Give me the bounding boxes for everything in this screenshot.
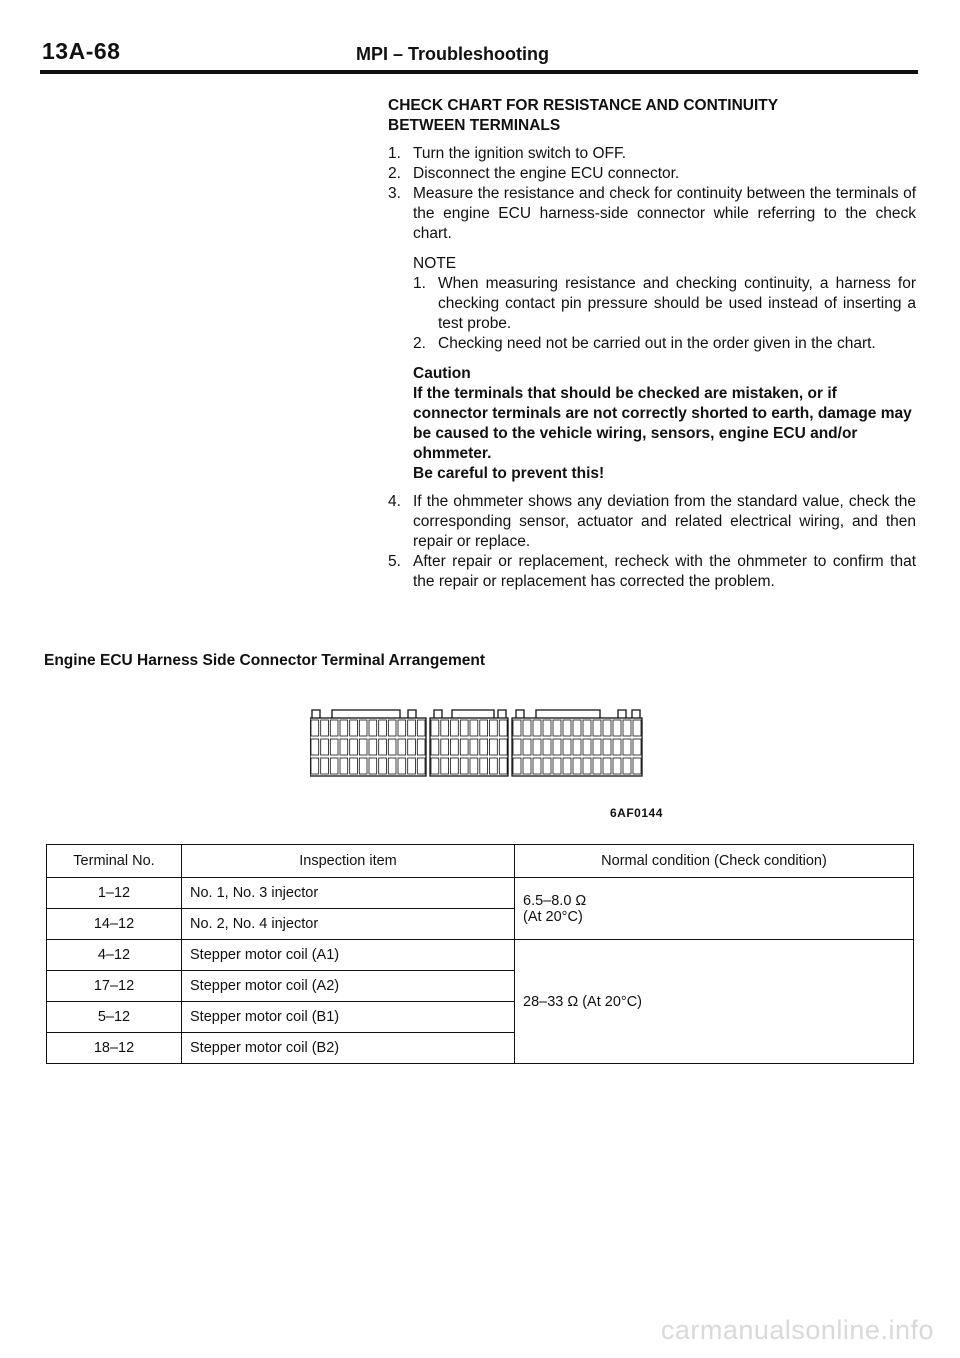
terminal-pin-cell — [563, 758, 571, 774]
terminal-pin-cell — [379, 720, 387, 736]
check-table — [46, 844, 914, 1064]
terminal-pin-cell — [553, 739, 561, 755]
terminal-pin-cell — [379, 758, 387, 774]
terminal-pin-cell — [359, 720, 367, 736]
header-rule — [40, 70, 918, 74]
caution-block — [413, 364, 916, 484]
terminal-pin-cell — [633, 720, 641, 736]
terminal-pin-cell — [340, 758, 348, 774]
caution-text: If the terminals that should be checked are mistaken, or if connector terminals are not correctly shorted to earth, damage may be caused to the vehicle wiring, sensors, engine ECU and/or ohmmeter. — [413, 385, 912, 462]
terminal-pin-cell — [533, 758, 541, 774]
terminal-pin-cell — [431, 720, 439, 736]
terminal-pin-cell — [417, 720, 425, 736]
note-label: NOTE — [413, 255, 457, 272]
terminal-pin-cell — [321, 739, 329, 755]
step-item: 4. If the ohmmeter shows any deviation from the standard value, check the corresponding sensor, actuator and related electrical wiring, and then repair or replace. — [388, 493, 916, 550]
terminal-pin-cell — [441, 739, 449, 755]
table-row: 18–12 Stepper motor coil (B2) — [47, 1033, 914, 1064]
terminal-pin-cell — [613, 758, 621, 774]
terminal-pin-cell — [470, 720, 478, 736]
terminal-pin-cell — [633, 739, 641, 755]
terminal-pin-cell — [340, 739, 348, 755]
terminal-pin-cell — [359, 739, 367, 755]
terminal-pin-cell — [359, 758, 367, 774]
terminal-pin-cell — [451, 758, 459, 774]
table-row: 1–12 No. 1, No. 3 injector 6.5–8.0 Ω (At 20°C) — [47, 878, 914, 909]
terminal-pin-cell — [431, 739, 439, 755]
terminal-pin-cell — [480, 739, 488, 755]
terminal-pin-cell — [543, 739, 551, 755]
note-block — [413, 254, 916, 354]
section-title: CHECK CHART FOR RESISTANCE AND CONTINUITY BETWEEN TERMINALS — [388, 97, 779, 134]
figure-id: 6AF0144 — [610, 806, 663, 820]
col-header-terminal: Terminal No. — [47, 845, 182, 878]
terminal-pin-cell — [408, 720, 416, 736]
terminal-pin-cell — [321, 720, 329, 736]
col-header-item: Inspection item — [182, 845, 515, 878]
terminal-pin-cell — [388, 758, 396, 774]
terminal-pin-cell — [593, 739, 601, 755]
page-title: MPI – Troubleshooting — [356, 44, 549, 64]
terminal-pin-cell — [523, 739, 531, 755]
terminal-pin-cell — [369, 720, 377, 736]
terminal-pin-cell — [350, 739, 358, 755]
table-row: 5–12 Stepper motor coil (B1) — [47, 1002, 914, 1033]
terminal-pin-cell — [603, 739, 611, 755]
terminal-pin-cell — [613, 720, 621, 736]
step-item: 1. Turn the ignition switch to OFF. — [388, 145, 627, 162]
condition-injector: 6.5–8.0 Ω (At 20°C) — [515, 878, 914, 940]
terminal-pin-cell — [543, 720, 551, 736]
page-number: 13A-68 — [42, 38, 121, 64]
terminal-pin-cell — [613, 739, 621, 755]
terminal-pin-cell — [543, 758, 551, 774]
terminal-pin-cell — [573, 720, 581, 736]
terminal-pin-cell — [350, 720, 358, 736]
terminal-pin-cell — [623, 758, 631, 774]
connector-block-2 — [430, 718, 508, 776]
terminal-pin-cell — [460, 758, 468, 774]
instructions-column — [388, 96, 916, 592]
col-header-condition: Normal condition (Check condition) — [515, 845, 914, 878]
table-row: 14–12 No. 2, No. 4 injector — [47, 909, 914, 940]
terminal-pin-cell — [330, 758, 338, 774]
terminal-pin-cell — [499, 739, 507, 755]
terminal-pin-cell — [633, 758, 641, 774]
connector-diagram — [310, 704, 650, 778]
terminal-pin-cell — [330, 739, 338, 755]
terminal-pin-cell — [553, 758, 561, 774]
steps-list-b — [388, 492, 916, 592]
terminal-pin-cell — [480, 720, 488, 736]
terminal-pin-cell — [431, 758, 439, 774]
terminal-pin-cell — [603, 758, 611, 774]
terminal-pin-cell — [499, 720, 507, 736]
terminal-pin-cell — [513, 720, 521, 736]
terminal-pin-cell — [563, 739, 571, 755]
terminal-pin-cell — [417, 758, 425, 774]
condition-stepper: 28–33 Ω (At 20°C) — [515, 940, 914, 1064]
step-item: 5. After repair or replacement, recheck with the ohmmeter to confirm that the repair or replacement has corrected the problem. — [388, 553, 916, 590]
terminal-pin-cell — [340, 720, 348, 736]
terminal-pin-cell — [593, 720, 601, 736]
terminal-pin-cell — [321, 758, 329, 774]
note-item: 2. Checking need not be carried out in the order given in the chart. — [413, 335, 876, 352]
terminal-pin-cell — [408, 758, 416, 774]
terminal-pin-cell — [490, 720, 498, 736]
caution-emphasis: Be careful to prevent this! — [413, 465, 605, 482]
step-item: 2. Disconnect the engine ECU connector. — [388, 165, 680, 182]
terminal-pin-cell — [388, 739, 396, 755]
steps-list-a — [388, 144, 916, 244]
terminal-pin-cell — [379, 739, 387, 755]
terminal-pin-cell — [460, 739, 468, 755]
table-row: 4–12 Stepper motor coil (A1) 28–33 Ω (At 20°C) — [47, 940, 914, 971]
terminal-pin-cell — [603, 720, 611, 736]
terminal-pin-cell — [398, 720, 406, 736]
terminal-pin-cell — [369, 739, 377, 755]
terminal-pin-cell — [513, 758, 521, 774]
terminal-pin-cell — [523, 720, 531, 736]
terminal-pin-cell — [350, 758, 358, 774]
terminal-pin-cell — [573, 739, 581, 755]
terminal-pin-cell — [533, 739, 541, 755]
terminal-pin-cell — [398, 758, 406, 774]
arrangement-title: Engine ECU Harness Side Connector Terminal Arrangement — [44, 652, 485, 669]
terminal-pin-cell — [311, 720, 319, 736]
terminal-pin-cell — [513, 739, 521, 755]
terminal-pin-cell — [311, 739, 319, 755]
terminal-pin-cell — [480, 758, 488, 774]
terminal-pin-cell — [583, 758, 591, 774]
terminal-pin-cell — [369, 758, 377, 774]
terminal-pin-cell — [451, 720, 459, 736]
connector-block-3 — [512, 718, 642, 776]
caution-label: Caution — [413, 365, 471, 382]
terminal-pin-cell — [583, 720, 591, 736]
step-item: 3. Measure the resistance and check for continuity between the terminals of the engine ECU harness-side connector while referring to the check chart. — [388, 185, 916, 242]
table-row: 17–12 Stepper motor coil (A2) — [47, 971, 914, 1002]
note-item: 1. When measuring resistance and checking continuity, a harness for checking contact pin pressure should be used instead of inserting a test probe. — [413, 275, 916, 332]
terminal-pin-cell — [441, 720, 449, 736]
terminal-pin-cell — [398, 739, 406, 755]
terminal-pin-cell — [623, 720, 631, 736]
terminal-pin-cell — [553, 720, 561, 736]
terminal-pin-cell — [470, 739, 478, 755]
terminal-pin-cell — [623, 739, 631, 755]
terminal-pin-cell — [573, 758, 581, 774]
terminal-pin-cell — [311, 758, 319, 774]
terminal-pin-cell — [388, 720, 396, 736]
terminal-pin-cell — [460, 720, 468, 736]
terminal-pin-cell — [563, 720, 571, 736]
watermark: carmanualsonline.info — [660, 1315, 934, 1345]
connector-block-1 — [310, 718, 426, 776]
terminal-pin-cell — [470, 758, 478, 774]
terminal-pin-cell — [490, 758, 498, 774]
terminal-pin-cell — [499, 758, 507, 774]
terminal-pin-cell — [523, 758, 531, 774]
terminal-pin-cell — [533, 720, 541, 736]
table-header-row — [47, 845, 914, 878]
terminal-pin-cell — [451, 739, 459, 755]
terminal-pin-cell — [593, 758, 601, 774]
terminal-pin-cell — [441, 758, 449, 774]
terminal-pin-cell — [583, 739, 591, 755]
terminal-pin-cell — [490, 739, 498, 755]
terminal-pin-cell — [330, 720, 338, 736]
terminal-pin-cell — [417, 739, 425, 755]
terminal-pin-cell — [408, 739, 416, 755]
